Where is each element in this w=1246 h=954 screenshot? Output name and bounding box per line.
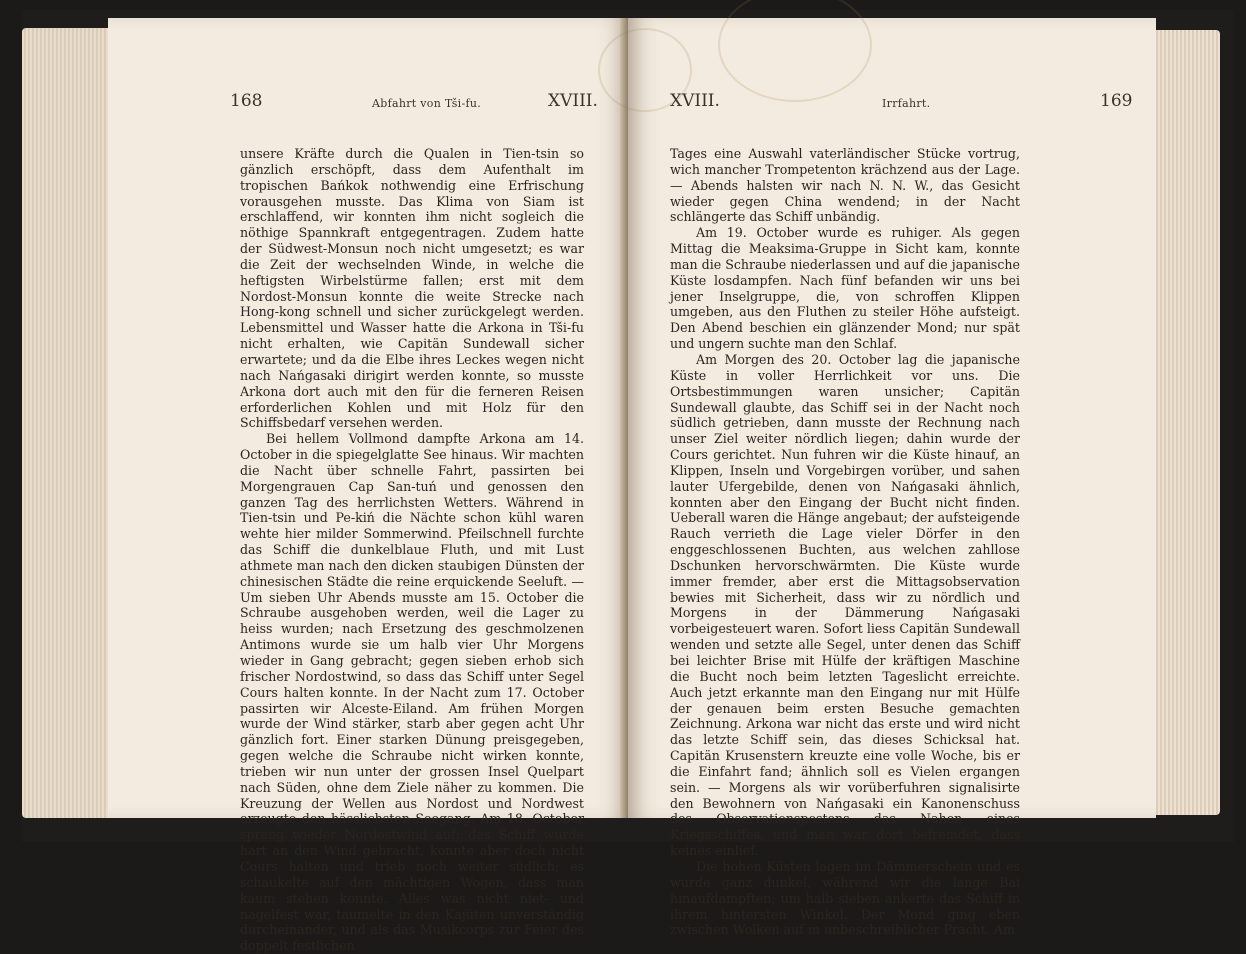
right-section-number: XVIII. bbox=[670, 91, 720, 111]
paragraph: Bei hellem Vollmond dampfte Arkona am 14. October in die spiegelglatte See hinaus. Wir machten die Nacht über schnelle Fahrt, passirten bei Morgengrauen Cap San-tuń und genossen den ganzen Tag des herrlichsten Wetters. Während in Tien-tsin und Pe-kiń die Nächte schon kühl waren wehte hier milder Sommerwind. Pfeilschnell furchte das Schiff die dunkelblaue Fluth, und mit Lust athmete man nach den dicken staubigen Dünsten der chinesischen Städte die reine erquickende Seeluft. — Um sieben Uhr Abends musste am 15. October die Schraube ausgehoben werden, weil die Lager zu heiss wurden; nach Ersetzung des geschmolzenen Antimons wurde sie um halb vier Uhr Morgens wieder in Gang gebracht; gegen sieben erhob sich frischer Nordostwind, so dass das Schiff unter Segel Cours halten konnte. In der Nacht zum 17. October passirten wir Alceste-Eiland. Am frühen Morgen wurde der Wind stärker, starb aber gegen acht Uhr gänzlich fort. Einer starken Dünung preisgegeben, gegen welche die Schraube nicht wirken konnte, trieben wir nun unter der grossen Insel Quelpart nach Süden, ohne dem Ziele näher zu kommen. Die Kreuzung der Wellen aus Nordost und Nordwest erzeugte den hässlichsten Seegang. Am 18. October sprang wieder Nordostwind auf; das Schiff wurde hart an den Wind gebracht, konnte aber doch nicht Cours halten und trieb noch weiter südlich; es schaukelte auf den mächtigen Wogen, dass man kaum stehen konnte. Alles was nicht niet- und nagelfest war, taumelte in den Kajüten unverständig durcheinander, und als das Musikcorps zur Feier des doppelt festlichen bbox=[240, 431, 584, 954]
paragraph: Tages eine Auswahl vaterländischer Stücke vortrug, wich mancher Trompetenton krächzend aus der Lage. — Abends halsten wir nach N. N. W., das Gesicht wieder gegen China wendend; in der Nacht schlängerte das Schiff unbändig. bbox=[670, 146, 1020, 225]
left-page bbox=[108, 18, 628, 954]
right-page-number: 169 bbox=[1100, 91, 1133, 111]
right-running-head: Irrfahrt. bbox=[882, 97, 931, 110]
paragraph: Die hohen Küsten lagen im Dämmerschein und es wurde ganz dunkel, während wir die lange Bai hinaufdampften; um halb sieben ankerte das Schiff in ihrem hintersten Winkel. Der Mond ging eben zwischen Wolken auf in unbeschreiblicher Pracht. Am bbox=[670, 858, 1020, 938]
water-stain bbox=[718, 0, 872, 102]
left-page-edges bbox=[22, 28, 114, 818]
left-page-header bbox=[108, 91, 628, 125]
right-page-body bbox=[670, 146, 1020, 938]
right-page-header bbox=[628, 91, 1156, 125]
paragraph: unsere Kräfte durch die Qualen in Tien-tsin so gänzlich erschöpft, dass dem Aufenthalt im tropischen Bańkok nothwendig eine Erfrischung vorausgehen musste. Das Klima von Siam ist erschlaffend, wir konnten ihm nicht sogleich die nöthige Spannkraft entgegentragen. Zudem hatte der Südwest-Monsun noch nicht umgesetzt; es war die Zeit der wechselnden Winde, in welche die heftigsten Wirbelstürme fallen; erst mit dem Nordost-Monsun konnte die weite Strecke nach Hong-kong schnell und sicher zurückgelegt werden. Lebensmittel und Wasser hatte die Arkona in Tši-fu nicht erhalten, wie Capitän Sundewall sicher erwartete; und da die Elbe ihres Leckes wegen nicht nach Nańgasaki dirigirt werden konnte, so musste Arkona dort auch mit den für die ferneren Reisen erforderlichen Kohlen und mit Holz für den Schiffsbedarf versehen werden. bbox=[240, 146, 584, 431]
left-running-head: Abfahrt von Tši-fu. bbox=[372, 97, 482, 110]
left-page-body bbox=[240, 146, 584, 954]
left-section-number: XVIII. bbox=[548, 91, 598, 111]
right-page bbox=[628, 18, 1156, 938]
right-page-edges bbox=[1150, 30, 1220, 815]
paragraph: Am Morgen des 20. October lag die japanische Küste in voller Herrlichkeit vor uns. Die Ortsbestimmungen waren unsicher; Capitän Sundewall glaubte, das Schiff sei in der Nacht noch südlich getrieben, dann musste der Rechnung nach unser Ziel weiter nördlich liegen; dahin wurde der Cours gerichtet. Nun fuhren wir die Küste hinauf, an Klippen, Inseln und Vorgebirgen vorüber, und sahen lauter Ufergebilde, denen von Nańgasaki ähnlich, konnten aber den Eingang der Bucht nicht finden. Ueberall waren die Hänge angebaut; der aufsteigende Rauch verrieth die Lage vieler Dörfer in den enggeschlossenen Buchten, aus welchen zahllose Dschunken hervorschwärmten. Die Küste wurde immer fremder, aber erst die Mittagsobservation bewies mit Sicherheit, dass wir zu nördlich und Morgens in der Dämmerung Nańgasaki vorbeigesteuert waren. Sofort liess Capitän Sundewall wenden und setzte alle Segel, unter denen das Schiff bei leichter Brise mit Hülfe der kräftigen Maschine die Bucht noch beim letzten Tageslicht erreichte. Auch jetzt erkannte man den Eingang nur mit Hülfe der genauen beim ersten Besuche gemachten Zeichnung. Arkona war nicht das erste und wird nicht das letzte Schiff sein, das dieses Schicksal hat. Capitän Krusenstern kreuzte eine volle Woche, bis er die Einfahrt fand; ähnlich soll es Vielen ergangen sein. — Morgens als wir vorüberfuhren signalisirte den Bewohnern von Nańgasaki ein Kanonenschuss des Observationspostens das Nahen eines Kriegsschiffes, und man war dort befremdet, dass keines einlief. bbox=[670, 351, 1020, 859]
left-page-number: 168 bbox=[230, 91, 263, 111]
paragraph: Am 19. October wurde es ruhiger. Als gegen Mittag die Meaksima-Gruppe in Sicht kam, konnte man die Schraube niederlassen und auf die japanische Küste losdampfen. Nach fünf befanden wir uns bei jener Inselgruppe, die, von schroffen Klippen umgeben, aus den Fluthen zu steiler Höhe aufsteigt. Den Abend beschien ein glänzender Mond; nur spät und ungern suchte man den Schlaf. bbox=[670, 225, 1020, 352]
